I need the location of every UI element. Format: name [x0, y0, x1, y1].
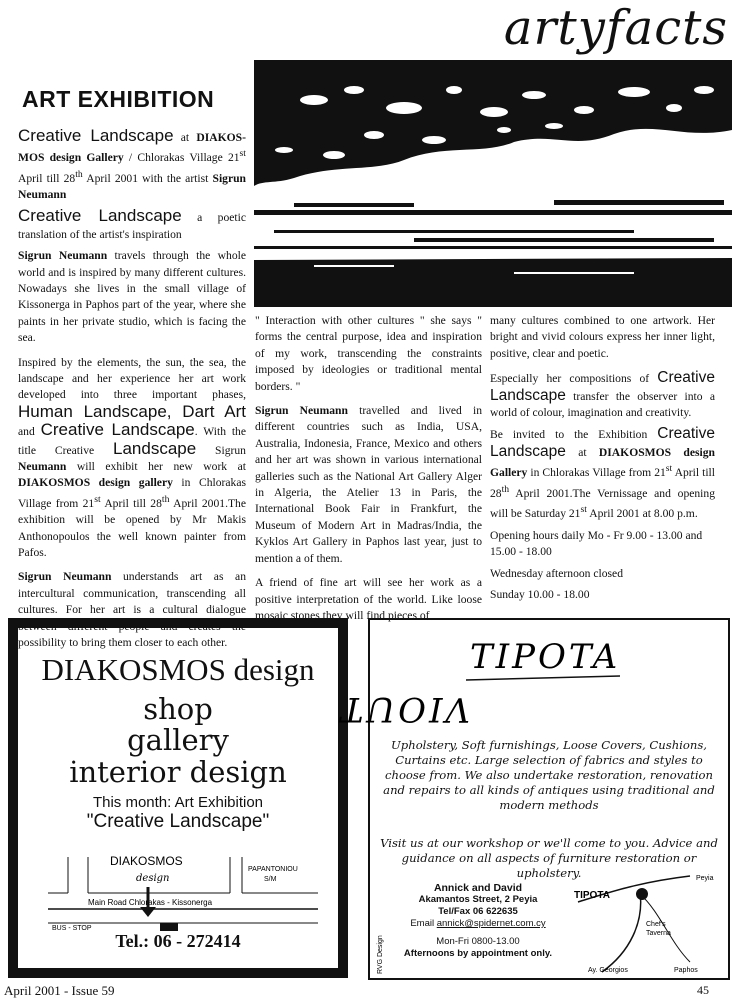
artist-name: Sigrun Neumann	[18, 249, 108, 263]
paragraph	[255, 403, 482, 567]
artist-name: Neumann	[18, 460, 67, 474]
sunday-hours: Sunday 10.00 - 18.00	[490, 588, 590, 602]
map-taverna-label: Taverna	[646, 930, 671, 937]
ad-phone: Tel.: 06 - 272414	[115, 931, 241, 951]
artist-name: Sigrun Neumann	[255, 404, 348, 418]
text: travels through the whole world and is inspired by many different cultures. Nowadays she lives in the small village of Kissonerga in Paphos part of the year, where she paints in her private studio, which is facing the sea.	[18, 249, 246, 345]
map-sm-label: S/M	[264, 876, 277, 883]
sup: st	[665, 463, 673, 475]
map-paphos-label: Paphos	[674, 967, 698, 974]
paragraph: many cultures combined to one artwork. Her bright and vivid colours express her inner light, positive, clear and poetic.	[490, 314, 715, 360]
brand-suffix: design	[225, 652, 315, 687]
article-column-2	[255, 313, 482, 629]
text: / Chlorakas Village 21	[123, 151, 240, 165]
phase-name: Human Landscape	[18, 401, 167, 421]
masthead: artyfacts	[503, 0, 728, 56]
page-number: 45	[697, 983, 709, 997]
exhibition-name: Creative Landscape	[18, 126, 174, 145]
tipota-owners: Annick and David	[433, 882, 523, 894]
text: April 2001 with the artist	[82, 171, 213, 185]
text: . With the title Creative	[18, 425, 246, 457]
text: understands art as an intercultural communication, transcending all cultures. For her art is a cultural dialogue between different people and creates the possibility to bring them closer to each other.	[18, 570, 246, 649]
text: Inspired by the elements, the sun, the sea, the landscape and her experience her art work developed into three important phases,	[18, 355, 246, 402]
tipota-hours: Mon-Fri 0800-13.00	[436, 936, 520, 947]
intro-paragraph	[18, 128, 246, 203]
text: April 2001.The exhibition will be opened by Mr Makis Anthonopoulos the well known painter from Pafos.	[18, 496, 246, 559]
map-bus-stop-label: BUS - STOP	[52, 925, 92, 932]
tipota-location-map	[570, 872, 720, 976]
ad-line-interior: interior design	[69, 755, 287, 789]
paragraph	[490, 370, 715, 421]
tipota-services-text: Upholstery, Soft furnishings, Loose Covers, Cushions, Curtains etc. Large selection of fabrics and styles to choose from. We also undertake restoration, renovation and repairs to all kinds of antiques using traditional and modern methods	[383, 738, 715, 812]
paragraph	[18, 355, 246, 562]
phase-name: Landscape	[113, 438, 197, 458]
map-tipota-label: TIPOTA	[574, 890, 610, 901]
artist-name: Sigrun Neumann	[18, 570, 112, 584]
text: and	[18, 425, 41, 439]
map-peyia-label: Peyia	[696, 875, 714, 882]
phase-name: Dart Art	[182, 401, 246, 421]
article-column-3	[490, 313, 715, 609]
text: ,	[166, 401, 183, 421]
designer-credit	[370, 920, 386, 978]
map-diakosmos-label: DIAKOSMOS	[110, 854, 183, 868]
article-heading: ART EXHIBITION	[22, 86, 215, 112]
text: in Chlorakas Village from 21	[527, 466, 666, 480]
map-road-label: Main Road Chlorakas - Kissonerga	[88, 898, 213, 907]
article-column-1	[18, 128, 246, 656]
tipota-email-line	[398, 918, 558, 930]
gallery-name: DIAKOS-MOS design Gallery	[18, 131, 246, 165]
quote-paragraph: " Interaction with other cultures " she says " forms the central purpose, idea and inspiration of my work, transcending the constraints imposed by ideologies or traditional mental borders. "	[255, 314, 482, 393]
tipota-address: Akamantos Street, 2 Peyia	[418, 894, 538, 905]
text: transfer the observer into a world of colour, imagination and creativity.	[490, 389, 715, 420]
location-map	[28, 843, 328, 933]
gallery-name: DIAKOSMOS design gallery	[18, 476, 173, 490]
paragraph	[490, 426, 715, 522]
tipota-telfax: Tel/Fax 06 622635	[438, 906, 518, 917]
map-chefs-label: Chef's	[646, 921, 666, 928]
text: April till 28	[18, 171, 76, 185]
text: at	[565, 445, 599, 459]
tipota-hours-note: Afternoons by appointment only.	[403, 948, 553, 959]
tipota-logo	[337, 626, 630, 729]
exhibition-name: Creative Landscape	[490, 425, 715, 460]
text: April 2001.The Vernissage and opening will be Saturday 21	[490, 486, 715, 520]
text: travelled and lived in different countries such as India, USA, Australia, Indonesia, France, Mexico and others and her art was shown in various international galleries such as the National Art Gallery Alger in Algeria, the Atelier 13 in Paris, the International Book Fair in Frankfurt, the Museum of Modern Art in Madras/India, the Kyklos Art Gallery in Paphos last year, just to mention a of them.	[255, 404, 482, 565]
text: April till 28	[100, 496, 162, 510]
artist-name: Sigrun Neumann	[18, 171, 247, 201]
paragraph: A friend of fine art will see her work as a positive interpretation of the world. Like loose mosaic stones they will find pieces of	[255, 576, 482, 622]
ad-show: "Creative Landscape"	[86, 811, 270, 832]
landscape-artwork	[254, 60, 732, 307]
sup: th	[161, 493, 170, 505]
closed-note: Wednesday afternoon closed	[490, 566, 623, 580]
tipota-contact-block	[398, 882, 558, 960]
text: in Chlorakas Village from 21	[18, 476, 246, 510]
ad-line-gallery: gallery	[127, 723, 229, 757]
ad-month: This month: Art Exhibition	[92, 794, 264, 811]
gallery-name: DIAKOSMOS design Gallery	[490, 445, 715, 480]
text: at	[173, 131, 197, 144]
email-label: Email	[410, 918, 437, 929]
tipota-logo-bottom: VIOUT	[337, 689, 470, 729]
text: Sigrun	[196, 443, 246, 457]
text: Be invited to the Exhibition	[490, 428, 658, 442]
ad-brand	[18, 652, 338, 688]
opening-hours: Opening hours daily Mo - Fr 9.00 - 13.00 and 15.00 - 18.00	[490, 529, 703, 559]
sup: th	[75, 168, 83, 180]
subtitle-paragraph	[18, 208, 246, 243]
map-papantoniou-label: PAPANTONIOU	[248, 866, 298, 873]
diakosmos-advertisement	[8, 618, 348, 978]
tipota-logo-top: TIPOTA	[470, 637, 621, 677]
text: Especially her compositions of	[490, 372, 658, 386]
sup: th	[501, 483, 510, 495]
paragraph	[18, 248, 246, 346]
exhibition-name: Creative Landscape	[490, 369, 715, 404]
tipota-visit-text: Visit us at our workshop or we'll come to you. Advice and guidance on all aspects of furniture restoration or upholstery.	[380, 836, 718, 880]
text: April till 28	[490, 466, 715, 500]
tipota-email-link[interactable]: annick@spidernet.com.cy	[436, 918, 546, 929]
ad-line-shop: shop	[143, 692, 213, 726]
text: will exhibit her new work at	[66, 460, 246, 474]
issue-footer: April 2001 - Issue 59	[4, 983, 115, 998]
sup: st	[580, 503, 587, 515]
exhibition-name: Creative Landscape	[18, 206, 182, 226]
text: April 2001 at 8.00 p.m.	[586, 506, 698, 520]
sup: st	[94, 493, 101, 505]
designer-credit-text: RVG Design	[377, 935, 384, 974]
map-ay-georgios-label: Ay. Georgios	[588, 967, 628, 974]
tipota-advertisement	[337, 618, 730, 980]
brand-name: DIAKOSMOS	[41, 652, 226, 687]
sup: st	[239, 148, 246, 160]
text: a poetic translation of the artist's inspiration	[18, 211, 246, 241]
phase-name: Creative Landscape	[40, 420, 195, 440]
map-design-label: design	[136, 873, 170, 884]
